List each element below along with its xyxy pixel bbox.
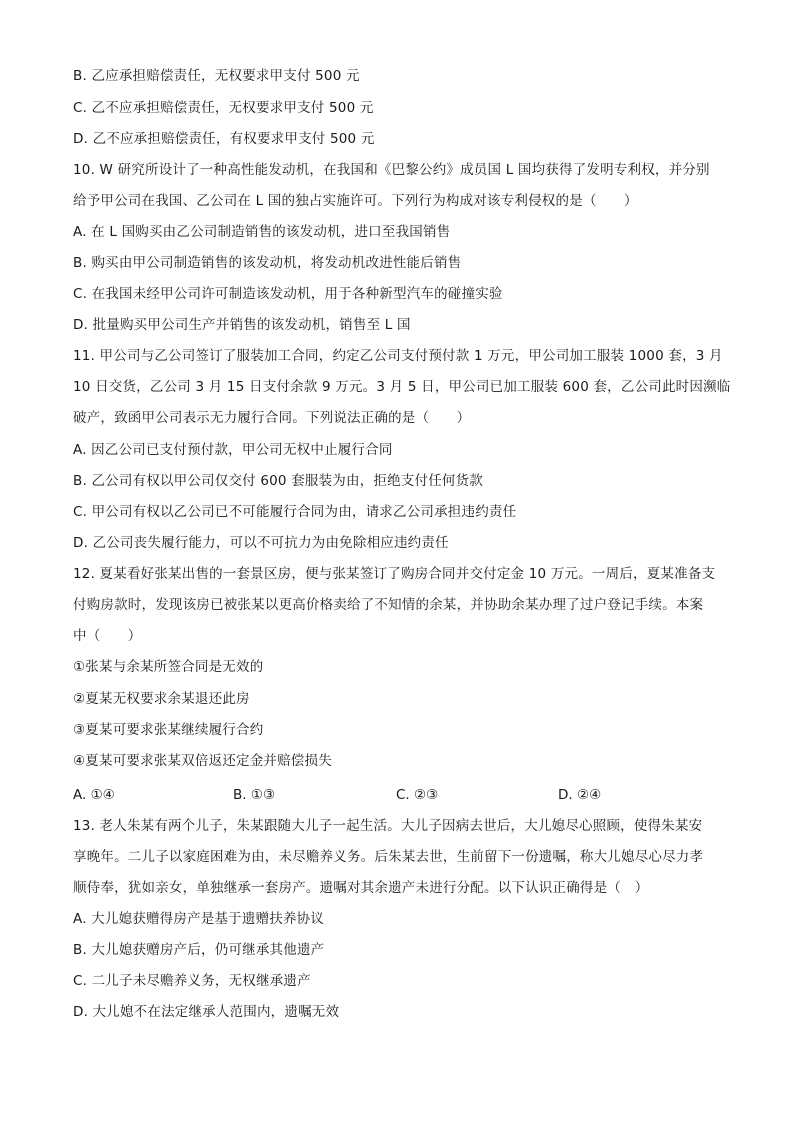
q12-statement-3: ③夏某可要求张某继续履行合约 xyxy=(73,722,264,738)
q10-option-a: A. 在 L 国购买由乙公司制造销售的该发动机，进口至我国销售 xyxy=(73,224,451,240)
q10-stem-line-2: 给予甲公司在我国、乙公司在 L 国的独占实施许可。下列行为构成对该专利侵权的是（ ） xyxy=(73,193,638,209)
q11-stem-line-2: 10 日交货，乙公司 3 月 15 日支付余款 9 万元。3 月 5 日，甲公司已加工服装 600 套，乙公司此时因濒临 xyxy=(73,379,731,395)
q10-option-c: C. 在我国未经甲公司许可制造该发动机，用于各种新型汽车的碰撞实验 xyxy=(73,286,503,302)
q10-option-d: D. 批量购买甲公司生产并销售的该发动机，销售至 L 国 xyxy=(73,317,411,333)
q13-option-c: C. 二儿子未尽赡养义务，无权继承遗产 xyxy=(73,973,311,989)
q13-stem-line-2: 享晚年。二儿子以家庭困难为由，未尽赡养义务。后朱某去世，生前留下一份遗嘱，称大儿媳尽心尽力孝 xyxy=(73,849,704,865)
q13-option-d: D. 大儿媳不在法定继承人范围内，遗嘱无效 xyxy=(73,1004,340,1020)
q12-statement-4: ④夏某可要求张某双倍返还定金并赔偿损失 xyxy=(73,753,332,769)
q12-option-b: B. ①③ xyxy=(233,787,276,803)
q11-option-a: A. 因乙公司已支付预付款，甲公司无权中止履行合同 xyxy=(73,442,393,458)
q13-stem-line-3: 顺侍奉，犹如亲女，单独继承一套房产。遗嘱对其余遗产未进行分配。以下认识正确得是（ ） xyxy=(73,880,649,896)
q9-option-d: D. 乙不应承担赔偿责任，有权要求甲支付 500 元 xyxy=(73,131,375,147)
q11-option-c: C. 甲公司有权以乙公司已不可能履行合同为由，请求乙公司承担违约责任 xyxy=(73,504,517,520)
q12-stem-line-3: 中（ ） xyxy=(73,628,142,644)
q12-stem-line-2: 付购房款时，发现该房已被张某以更高价格卖给了不知情的余某，并协助余某办理了过户登记手续。本案 xyxy=(73,597,704,613)
q11-stem-line-1: 11. 甲公司与乙公司签订了服装加工合同，约定乙公司支付预付款 1 万元，甲公司加工服装 1000 套，3 月 xyxy=(73,348,723,364)
q11-option-b: B. 乙公司有权以甲公司仅交付 600 套服装为由，拒绝支付任何货款 xyxy=(73,473,483,489)
q11-option-d: D. 乙公司丧失履行能力，可以不可抗力为由免除相应违约责任 xyxy=(73,535,449,551)
q12-option-c: C. ②③ xyxy=(396,787,439,803)
q12-option-d: D. ②④ xyxy=(558,787,602,803)
q11-stem-line-3: 破产，致函甲公司表示无力履行合同。下列说法正确的是（ ） xyxy=(73,410,471,426)
q12-statement-1: ①张某与余某所签合同是无效的 xyxy=(73,659,264,675)
q12-stem-line-1: 12. 夏某看好张某出售的一套景区房，便与张某签订了购房合同并交付定金 10 万元。一周后，夏某准备支 xyxy=(73,566,716,582)
q10-option-b: B. 购买由甲公司制造销售的该发动机，将发动机改进性能后销售 xyxy=(73,255,462,271)
q12-statement-2: ②夏某无权要求余某退还此房 xyxy=(73,691,250,707)
q10-stem-line-1: 10. W 研究所设计了一种高性能发动机，在我国和《巴黎公约》成员国 L 国均获得了发明专利权，并分别 xyxy=(73,162,710,178)
q9-option-c: C. 乙不应承担赔偿责任，无权要求甲支付 500 元 xyxy=(73,100,374,116)
q13-option-a: A. 大儿媳获赠得房产是基于遗赠扶养协议 xyxy=(73,911,325,927)
q12-option-a: A. ①④ xyxy=(73,787,115,803)
q12-options-row xyxy=(73,786,773,804)
q9-option-b: B. 乙应承担赔偿责任，无权要求甲支付 500 元 xyxy=(73,68,360,84)
q13-stem-line-1: 13. 老人朱某有两个儿子，朱某跟随大儿子一起生活。大儿子因病去世后，大儿媳尽心照顾，使得朱某安 xyxy=(73,818,703,834)
q13-option-b: B. 大儿媳获赠房产后，仍可继承其他遗产 xyxy=(73,942,325,958)
